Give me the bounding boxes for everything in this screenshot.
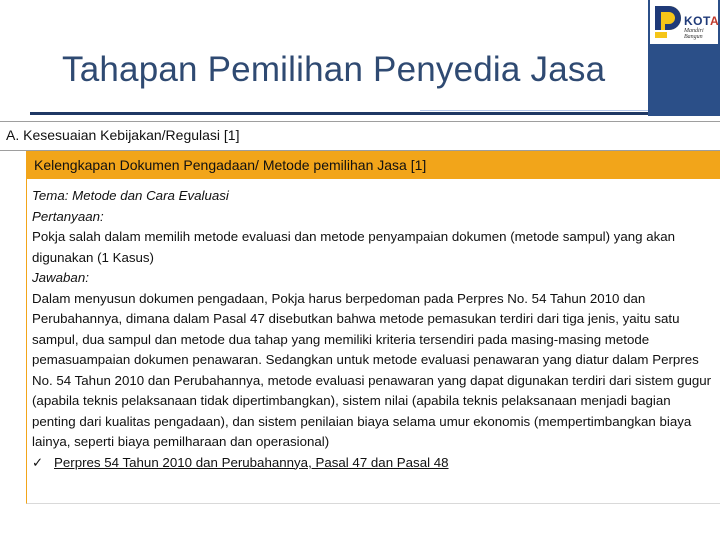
- page-title: Tahapan Pemilihan Penyedia Jasa: [62, 50, 606, 89]
- answer-text: Dalam menyusun dokumen pengadaan, Pokja harus berpedoman pada Perpres No. 54 Tahun 2010 dan Perubahannya, dimana dalam Pasal 47 disebutkan bahwa metode pemasukan terdiri dari tiga jenis, yaitu satu sampul, dua sampul dan metode dua tahap yang memiliki kriteria tersendiri pada masing-masing metode pemasuampaian dokumen penawaran. Sedangkan untuk metode evaluasi penawaran yang diatur dalam Perpres No. 54 Tahun 2010 dan Perubahannya, metode evaluasi penawaran yang dapat digunakan terdiri dari sistem gugur (apabila teknis pelaksanaan tidak dipertimbangkan), sistem nilai (apabila teknis pelaksanaan menjadi bagian penting dari kualitas pengadaan), dan sistem penilaian biaya selama umur ekonomis (mempertimbangkan biaya lainya, seperti biaya pemilharaan dan operasional): [32, 290, 712, 449]
- title-divider-light: [420, 110, 648, 111]
- reference-line: [32, 453, 716, 474]
- theme-line: Tema: Metode dan Cara Evaluasi: [32, 188, 229, 203]
- checkmark-icon: ✓: [32, 454, 44, 470]
- content-body: [32, 186, 716, 473]
- question-text: Pokja salah dalam memilih metode evaluasi dan metode penyampaian dokumen (metode sampul) yang akan digunakan (1 Kasus): [32, 229, 676, 265]
- reference-text: Perpres 54 Tahun 2010 dan Perubahannya, Pasal 47 dan Pasal 48: [54, 454, 449, 470]
- logo-panel: [650, 0, 718, 44]
- section-heading-label: A. Kesesuaian Kebijakan/Regulasi [1]: [6, 127, 240, 143]
- logo-kota-text: KOTA: [684, 14, 720, 28]
- answer-label: Jawaban:: [32, 270, 89, 285]
- title-divider: [30, 112, 648, 115]
- logo-block: [648, 0, 720, 116]
- topic-header-label: Kelengkapan Dokumen Pengadaan/ Metode pemilihan Jasa [1]: [34, 157, 427, 173]
- logo-subtitle: Mandiri Bangun: [684, 28, 704, 40]
- ministry-logo-icon: [653, 2, 683, 40]
- logo-kota-accent: A: [709, 14, 720, 28]
- section-heading: [0, 121, 720, 151]
- topic-header-bar: [26, 151, 720, 179]
- question-label: Pertanyaan:: [32, 208, 104, 224]
